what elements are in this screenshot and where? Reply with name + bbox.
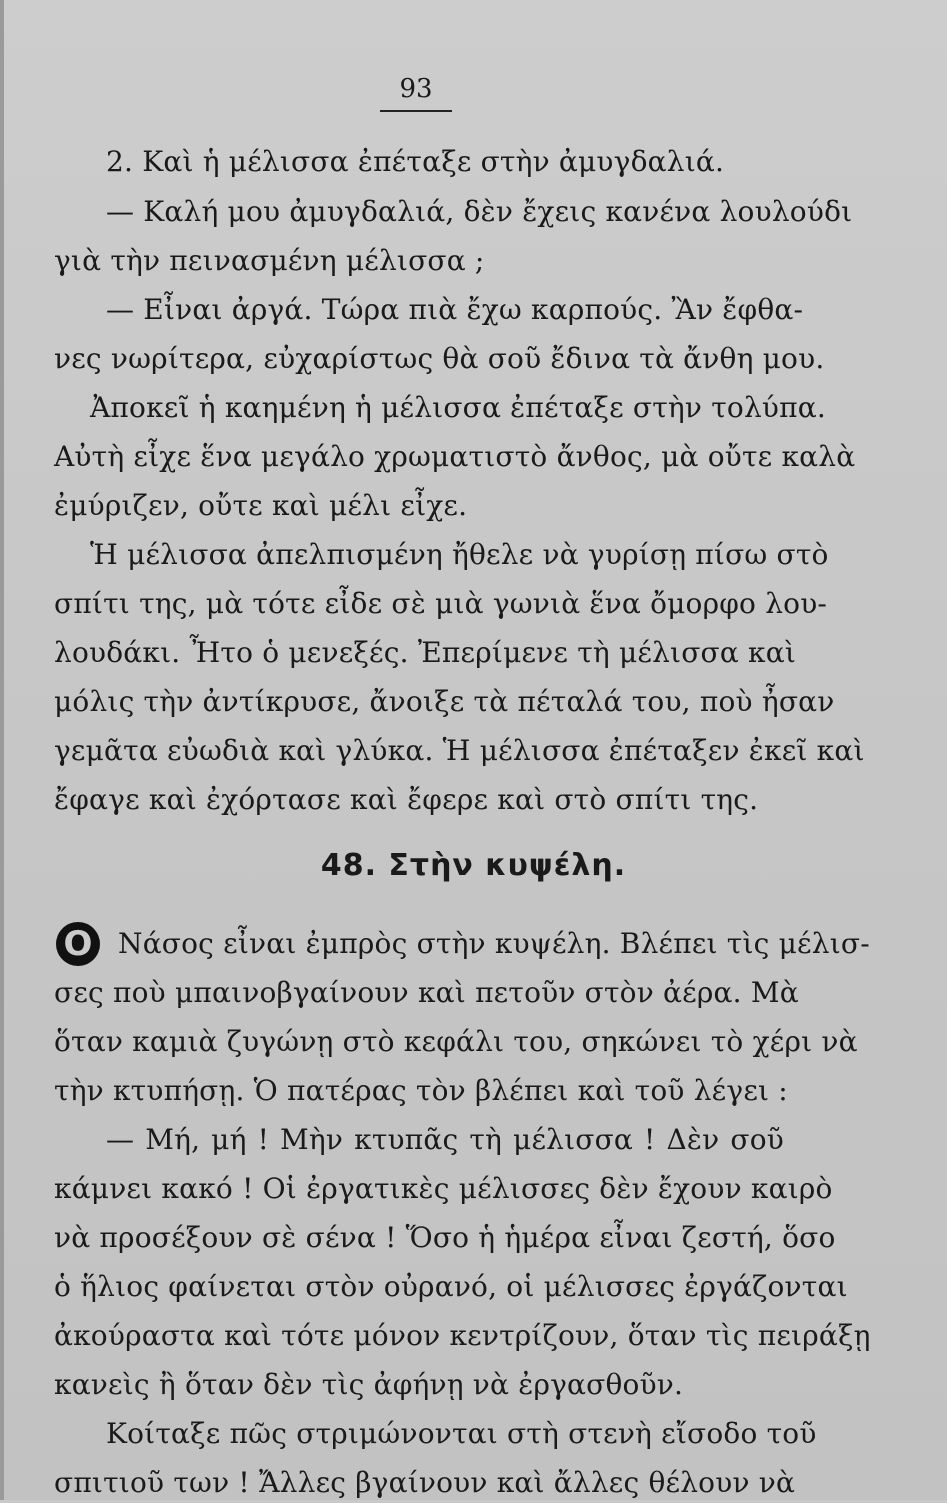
text-line: μόλις τὴν ἀντίκρυσε, ἄνοιξε τὰ πέταλά του, ποὺ ἦσαν bbox=[54, 685, 835, 718]
text-line: Κοίταξε πῶς στριμώνονται στὴ στενὴ εἴσοδο τοῦ bbox=[106, 1417, 817, 1450]
text-line: νες νωρίτερα, εὐχαρίστως θὰ σοῦ ἔδινα τὰ ἄνθη μου. bbox=[54, 342, 825, 375]
text-line: 2. Καὶ ἡ μέλισσα ἐπέταξε στὴν ἀμυγδαλιά. bbox=[106, 145, 725, 178]
text-line: γεμᾶτα εὐωδιὰ καὶ γλύκα. Ἡ μέλισσα ἐπέταξεν ἐκεῖ καὶ bbox=[54, 734, 865, 767]
text-line: σες ποὺ μπαινοβγαίνουν καὶ πετοῦν στὸν ἀέρα. Μὰ bbox=[54, 976, 799, 1009]
text-line: σπιτιοῦ των ! Ἄλλες βγαίνουν καὶ ἄλλες θέλουν νὰ bbox=[54, 1466, 796, 1499]
text-line: Ἡ μέλισσα ἀπελπισμένη ἤθελε νὰ γυρίσῃ πίσω στὸ bbox=[90, 538, 829, 571]
text-line: σπίτι της, μὰ τότε εἶδε σὲ μιὰ γωνιὰ ἕνα ὄμορφο λου- bbox=[54, 587, 828, 620]
text-line: — Καλή μου ἀμυγδαλιά, δὲν ἔχεις κανένα λουλούδι bbox=[106, 195, 853, 228]
text-line: νὰ προσέξουν σὲ σένα ! Ὅσο ἡ ἡμέρα εἶναι ζεστή, ὅσο bbox=[54, 1221, 836, 1254]
text-line: — Εἶναι ἀργά. Τώρα πιὰ ἔχω καρπούς. Ἂν ἔφθα- bbox=[106, 293, 804, 326]
scan-edge bbox=[0, 0, 4, 1500]
text-line: κανεὶς ἢ ὅταν δὲν τὶς ἀφήνῃ νὰ ἐργασθοῦν. bbox=[54, 1368, 684, 1401]
page-number: 93 bbox=[399, 74, 433, 104]
text-line: τὴν κτυπήσῃ. Ὁ πατέρας τὸν βλέπει καὶ τοῦ λέγει : bbox=[54, 1074, 788, 1107]
text-line: γιὰ τὴν πεινασμένη μέλισσα ; bbox=[54, 244, 485, 277]
text-line: ὁ ἥλιος φαίνεται στὸν οὐρανό, οἱ μέλισσες ἐργάζονται bbox=[54, 1270, 848, 1303]
text-line: ἀκούραστα καὶ τότε μόνον κεντρίζουν, ὅταν τὶς πειράξῃ bbox=[54, 1319, 871, 1352]
drop-cap: Ο bbox=[56, 922, 100, 966]
section-heading: 48. Στὴν κυψέλη. bbox=[320, 848, 627, 883]
text-line: ἐμύριζεν, οὔτε καὶ μέλι εἶχε. bbox=[54, 489, 468, 522]
text-line: Αὐτὴ εἶχε ἕνα μεγάλο χρωματιστὸ ἄνθος, μὰ οὔτε καλὰ bbox=[54, 440, 856, 473]
text-line: — Μή, μή ! Μὴν κτυπᾶς τὴ μέλισσα ! Δὲν σοῦ bbox=[106, 1123, 784, 1156]
page-number-rule bbox=[380, 110, 452, 112]
text-line: ὅταν καμιὰ ζυγώνῃ στὸ κεφάλι του, σηκώνει τὸ χέρι νὰ bbox=[54, 1025, 858, 1058]
text-line: λουδάκι. Ἦτο ὁ μενεξές. Ἐπερίμενε τὴ μέλισσα καὶ bbox=[54, 636, 797, 669]
text-line: Νάσος εἶναι ἐμπρὸς στὴν κυψέλη. Βλέπει τὶς μέλισ- bbox=[118, 927, 870, 960]
text-line: Ἀποκεῖ ἡ καημένη ἡ μέλισσα ἐπέταξε στὴν τολύπα. bbox=[90, 391, 826, 424]
text-line: ἔφαγε καὶ ἐχόρτασε καὶ ἔφερε καὶ στὸ σπίτι της. bbox=[54, 783, 759, 816]
text-line: κάμνει κακό ! Οἱ ἐργατικὲς μέλισσες δὲν ἔχουν καιρὸ bbox=[54, 1172, 833, 1205]
